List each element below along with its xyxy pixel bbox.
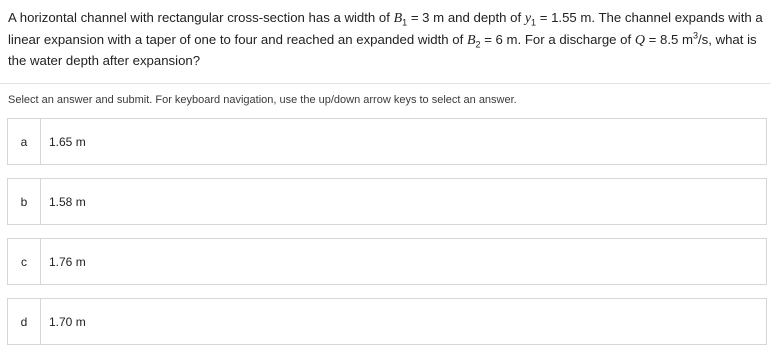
variable-b2: B xyxy=(466,32,476,48)
variable-b1: B xyxy=(393,11,403,26)
option-letter: c xyxy=(8,239,41,284)
answer-option-c[interactable] xyxy=(7,238,767,285)
answer-option-d[interactable] xyxy=(7,298,767,345)
option-text: 1.65 m xyxy=(49,134,86,149)
answer-option-b[interactable] xyxy=(7,178,767,225)
question-part: = 8.5 m xyxy=(644,31,693,47)
question-part: = 3 m and depth of xyxy=(407,10,525,25)
variable-y1: y xyxy=(524,11,532,26)
option-letter: d xyxy=(8,299,41,344)
variable-q: Q xyxy=(634,32,645,48)
question-text xyxy=(8,8,764,72)
divider xyxy=(0,83,771,84)
option-letter: b xyxy=(8,179,41,224)
subscript: 1 xyxy=(402,17,408,28)
superscript: 3 xyxy=(692,30,698,41)
option-text: 1.76 m xyxy=(49,254,86,269)
question-part: = 6 m. For a discharge of xyxy=(480,31,635,47)
question-part: A horizontal channel with rectangular cross-section has a width of xyxy=(8,10,394,25)
option-letter: a xyxy=(8,119,41,164)
answer-option-a[interactable] xyxy=(7,118,767,165)
option-text: 1.70 m xyxy=(49,314,86,329)
instructions-text: Select an answer and submit. For keyboard navigation, use the up/down arrow keys to select an answer. xyxy=(8,94,517,106)
question-part: /s, what is the water depth after expansion? xyxy=(8,31,757,68)
subscript: 2 xyxy=(475,39,481,50)
subscript: 1 xyxy=(531,17,537,28)
option-text: 1.58 m xyxy=(49,194,86,209)
question-part: = 1.55 m. The channel expands with a linear expansion with a taper of one to four and reached an expanded width of xyxy=(8,10,763,47)
